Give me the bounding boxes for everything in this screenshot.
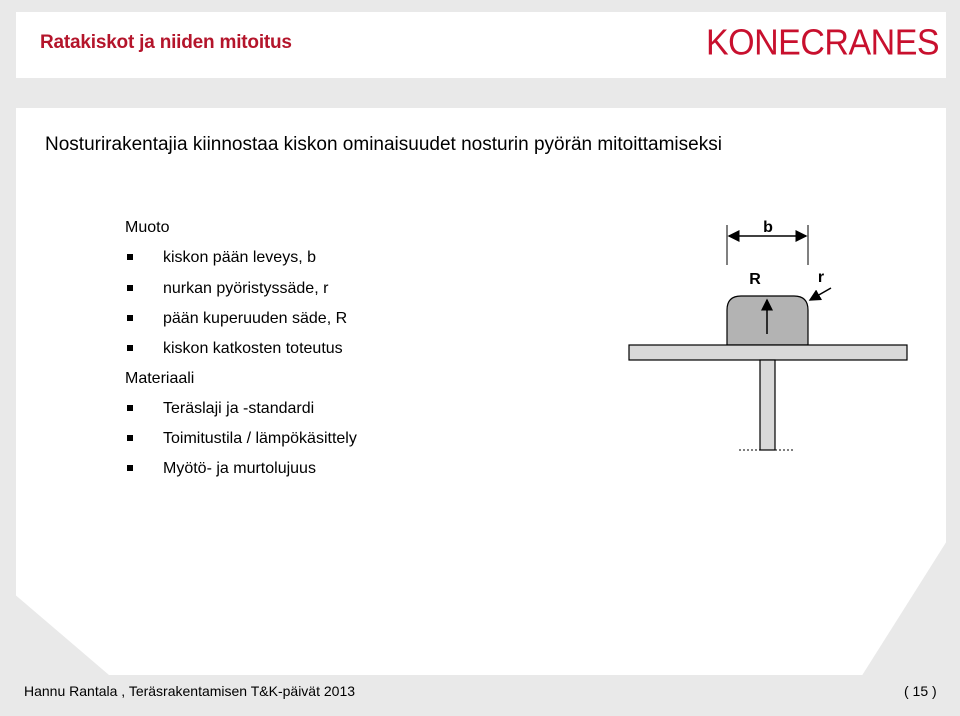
konecranes-logo: KONECRANES xyxy=(706,23,940,63)
bullet-square-icon xyxy=(127,285,133,291)
section-heading-shape: Muoto xyxy=(125,219,170,236)
rail-cross-section-diagram xyxy=(625,210,925,460)
bullet-square-icon xyxy=(127,345,133,351)
bullet-square-icon xyxy=(127,435,133,441)
header-divider-band xyxy=(0,78,960,108)
bullet-square-icon xyxy=(127,254,133,260)
label-R: R xyxy=(749,271,761,288)
slide-subtitle: Nosturirakentajia kiinnostaa kiskon ominaisuudet nosturin pyörän mitoittamiseksi xyxy=(45,134,722,155)
bullet-square-icon xyxy=(127,405,133,411)
bullet-square-icon xyxy=(127,465,133,471)
bullet-square-icon xyxy=(127,315,133,321)
label-r: r xyxy=(817,269,825,286)
section-heading-material: Materiaali xyxy=(125,370,195,387)
radius-r-arrow xyxy=(810,288,831,300)
rail-web xyxy=(760,360,775,450)
footer-author: Hannu Rantala , Teräsrakentamisen T&K-päivät 2013 xyxy=(24,683,356,699)
label-b: b xyxy=(763,219,773,236)
top-margin xyxy=(0,0,960,12)
page-number: ( 15 ) xyxy=(904,683,937,699)
slide-title: Ratakiskot ja niiden mitoitus xyxy=(40,32,292,53)
rail-flange xyxy=(629,345,907,360)
